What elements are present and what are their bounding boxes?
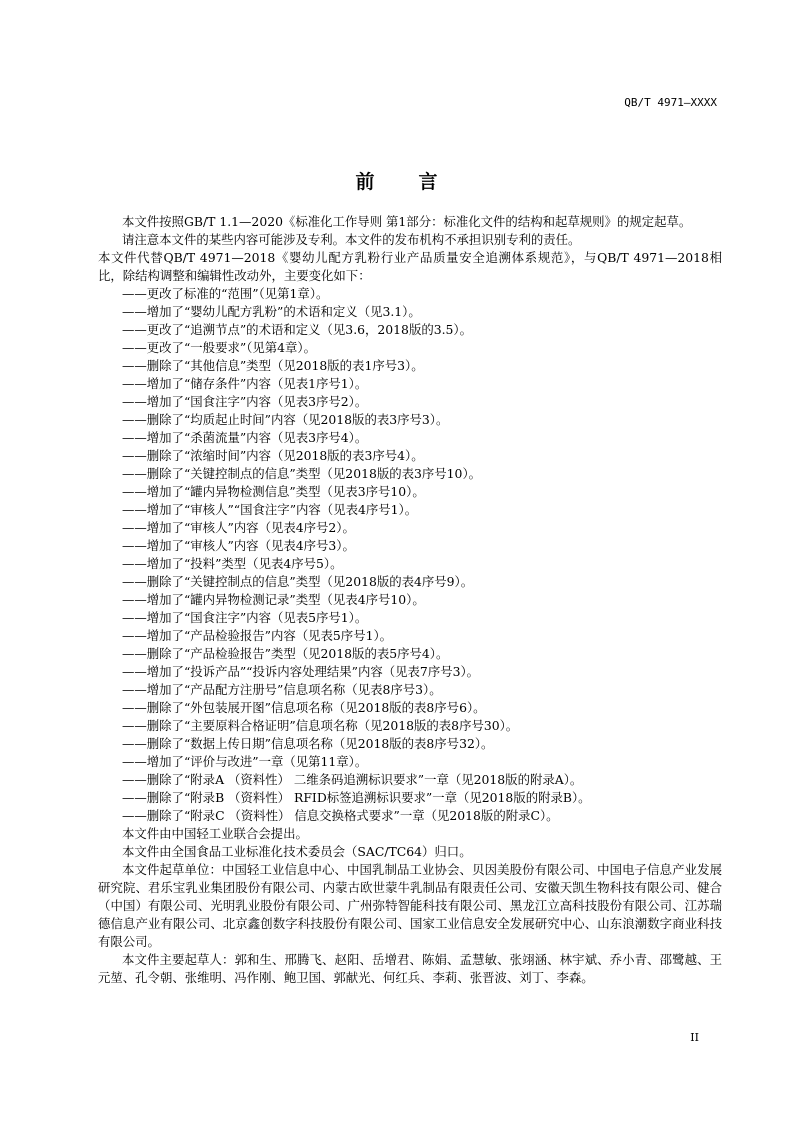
- replace-statement: 本文件代替QB/T 4971—2018《婴幼儿配方乳粉行业产品质量安全追溯体系规范》，与QB/T 4971—2018相比，除结构调整和编辑性改动外，主要变化如下：: [98, 250, 722, 283]
- change-item: ——增加了“投料”类型（见表4序号5）。: [122, 556, 343, 571]
- change-item: ——增加了“审核人”内容（见表4序号2）。: [122, 520, 355, 535]
- change-item: ——删除了“附录B （资料性） RFID标签追溯标识要求”一章（见2018版的附录B）。: [122, 790, 591, 805]
- change-item: ——增加了“储存条件”内容（见表1序号1）。: [122, 376, 368, 391]
- change-item: ——更改了“一般要求”（见第4章）。: [122, 340, 317, 355]
- change-item: ——删除了“关键控制点的信息”类型（见2018版的表3序号10）。: [122, 466, 482, 481]
- change-item: ——删除了“均质起止时间”内容（见2018版的表3序号3）。: [122, 412, 449, 427]
- drafters-paragraph: 本文件主要起草人：郭和生、邢腾飞、赵阳、岳增君、陈娟、孟慧敏、张翊涵、林宇斌、乔小青、邵鹭越、王元堃、孔令朝、张维明、冯作刚、鲍卫国、郭献光、何红兵、李莉、张晋波、刘丁、李森。: [98, 952, 722, 985]
- change-item: ——增加了“杀菌流量”内容（见表3序号4）。: [122, 430, 368, 445]
- change-item: ——删除了“主要原料合格证明”信息项名称（见2018版的表8序号30）。: [122, 718, 519, 733]
- change-item: ——增加了“产品配方注册号”信息项名称（见表8序号3）。: [122, 682, 442, 697]
- change-item: ——更改了“追溯节点”的术语和定义（见3.6，2018版的3.5）。: [122, 322, 473, 337]
- change-item: ——删除了“产品检验报告”类型（见2018版的表5序号4）。: [122, 646, 449, 661]
- page-title: 前言: [355, 171, 482, 193]
- change-item: ——更改了标准的“范围”（见第1章）。: [122, 286, 329, 301]
- drafting-units-paragraph: 本文件起草单位：中国轻工业信息中心、中国乳制品工业协会、贝因美股份有限公司、中国电子信息产业发展研究院、君乐宝乳业集团股份有限公司、内蒙古欧世蒙牛乳制品有限责任公司、安徽天凯生物科技有限公司、健合（中国）有限公司、光明乳业股份有限公司、广州弥特智能科技有限公司、黑龙江立高科技股份有限公司、江苏瑞德信息产业有限公司、北京鑫创数字科技股份有限公司、国家工业信息安全发展研究中心、山东浪潮数字商业科技有限公司。: [98, 862, 722, 949]
- change-item: ——删除了“数据上传日期”信息项名称（见2018版的表8序号32）。: [122, 736, 494, 751]
- change-item: ——增加了“评价与改进”一章（见第11章）。: [122, 754, 368, 769]
- intro-paragraph: 本文件按照GB/T 1.1—2020《标准化工作导则 第1部分：标准化文件的结构和起草规则》的规定起草。: [122, 214, 692, 229]
- intro-paragraph: 请注意本文件的某些内容可能涉及专利。本文件的发布机构不承担识别专利的责任。: [122, 232, 581, 247]
- change-item: ——增加了“婴幼儿配方乳粉”的术语和定义（见3.1）。: [122, 304, 421, 319]
- page-number: II: [690, 1031, 699, 1044]
- change-item: ——删除了“外包装展开图”信息项名称（见2018版的表8序号6）。: [122, 700, 486, 715]
- foreword-body: [98, 213, 722, 987]
- change-item: ——增加了“罐内异物检测记录”类型（见表4序号10）。: [122, 592, 425, 607]
- change-item: ——删除了“浓缩时间”内容（见2018版的表3序号4）。: [122, 448, 424, 463]
- committee-paragraph: 本文件由全国食品工业标准化技术委员会（SAC/TC64）归口。: [122, 844, 472, 859]
- proposer-paragraph: 本文件由中国轻工业联合会提出。: [122, 826, 308, 841]
- change-item: ——删除了“附录A （资料性） 二维条码追溯标识要求”一章（见2018版的附录A）。: [122, 772, 583, 787]
- changes-list: [98, 285, 722, 825]
- change-item: ——删除了“其他信息”类型（见2018版的表1序号3）。: [122, 358, 424, 373]
- change-item: ——删除了“附录C （资料性） 信息交换格式要求”一章（见2018版的附录C）。: [122, 808, 559, 823]
- change-item: ——增加了“罐内异物检测信息”类型（见表3序号10）。: [122, 484, 425, 499]
- change-item: ——增加了“审核人”“国食注字”内容（见表4序号1）。: [122, 502, 418, 517]
- change-item: ——增加了“国食注字”内容（见表3序号2）。: [122, 394, 368, 409]
- change-item: ——增加了“投诉产品”“投诉内容处理结果”内容（见表7序号3）。: [122, 664, 480, 679]
- document-code: QB/T 4971—XXXX: [624, 96, 717, 109]
- change-item: ——增加了“国食注字”内容（见表5序号1）。: [122, 610, 368, 625]
- change-item: ——增加了“产品检验报告”内容（见表5序号1）。: [122, 628, 393, 643]
- change-item: ——删除了“关键控制点的信息”类型（见2018版的表4序号9）。: [122, 574, 474, 589]
- change-item: ——增加了“审核人”内容（见表4序号3）。: [122, 538, 355, 553]
